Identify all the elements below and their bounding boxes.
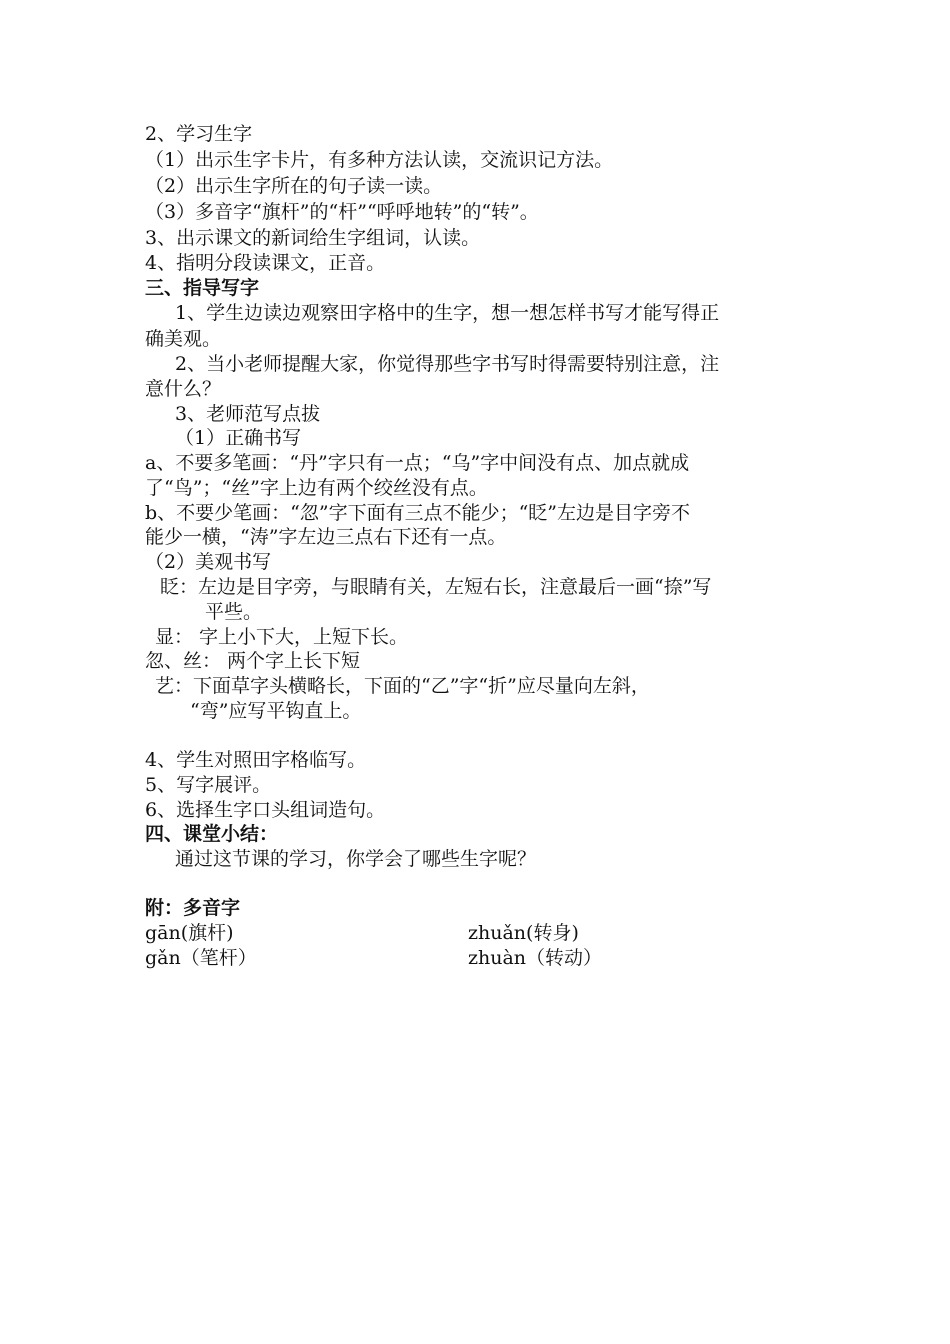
text-line: “弯”应写平钩直上。 — [190, 700, 362, 722]
polyphone-gan3: gǎn（笔杆） — [145, 947, 257, 969]
polyphone-row — [145, 946, 815, 971]
text-line: 5、写字展评。 — [145, 774, 272, 796]
section-heading-summary: 四、课堂小结： — [145, 823, 279, 845]
text-line: 通过这节课的学习，你学会了哪些生字呢？ — [175, 848, 537, 870]
text-line: 2、当小老师提醒大家，你觉得那些字书写时得需要特别注意，注 — [175, 353, 720, 375]
polyphone-gan1: gān(旗杆) — [145, 922, 234, 944]
text-line: a、不要多笔画：“丹”字只有一点；“乌”字中间没有点、加点就成 — [145, 452, 690, 474]
text-line: b、不要少笔画：“忽”字下面有三点不能少；“眨”左边是目字旁不 — [145, 502, 691, 524]
text-line: （2）出示生字所在的句子读一读。 — [145, 175, 443, 197]
text-line: 艺：下面草字头横略长，下面的“乙”字“折”应尽量向左斜， — [155, 675, 650, 697]
text-line: 4、学生对照田字格临写。 — [145, 749, 367, 771]
text-line: （1）正确书写 — [175, 427, 302, 449]
text-line: 4、指明分段读课文，正音。 — [145, 252, 386, 274]
text-line: 忽、丝： 两个字上长下短 — [145, 650, 361, 672]
text-line: 眨：左边是目字旁，与眼睛有关，左短右长，注意最后一画“捺”写 — [160, 576, 712, 598]
text-line: 1、学生边读边观察田字格中的生字，想一想怎样书写才能写得正 — [175, 302, 720, 324]
text-line: （1）出示生字卡片，有多种方法认读，交流识记方法。 — [145, 149, 614, 171]
text-line: 了“鸟”；“丝”字上边有两个绞丝没有点。 — [145, 477, 488, 499]
text-line: 平些。 — [205, 601, 263, 623]
text-line: 能少一横，“涛”字左边三点右下还有一点。 — [145, 526, 507, 548]
text-line: 6、选择生字口头组词造句。 — [145, 799, 386, 821]
appendix-heading: 附：多音字 — [145, 897, 241, 919]
text-line: 确美观。 — [145, 328, 222, 350]
section-heading-writing: 三、指导写字 — [145, 277, 260, 299]
text-line: （3）多音字“旗杆”的“杆”“呼呼地转”的“转”。 — [145, 201, 539, 223]
text-line: 显： 字上小下大，上短下长。 — [155, 626, 409, 648]
section-heading: 2、学习生字 — [145, 123, 253, 145]
polyphone-zhuan4: zhuàn（转动） — [468, 947, 603, 969]
text-line: （2）美观书写 — [145, 551, 272, 573]
polyphone-row — [145, 921, 815, 946]
text-line: 3、出示课文的新词给生字组词，认读。 — [145, 227, 481, 249]
text-line: 3、老师范写点拔 — [175, 403, 321, 425]
text-line: 意什么？ — [145, 378, 222, 400]
polyphone-zhuan3: zhuǎn(转身) — [468, 922, 579, 944]
